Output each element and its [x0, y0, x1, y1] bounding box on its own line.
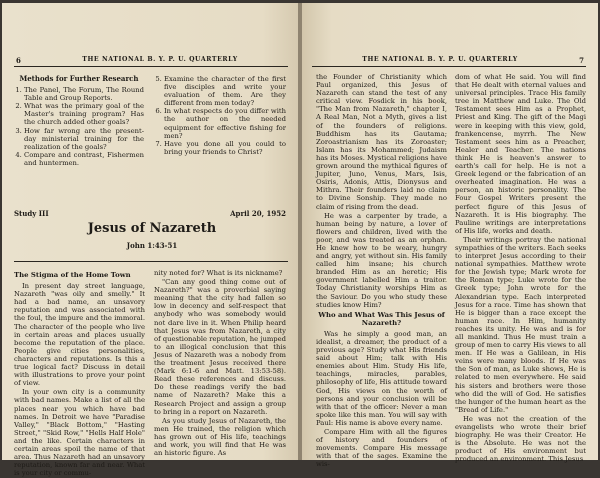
paragraph: Compare Him with all the figures of history and founders of movements. Compare His message with that of the sages. Examine the wis-	[316, 428, 447, 469]
section-rule	[14, 261, 288, 262]
scripture-reference: John 1:43-51	[126, 241, 178, 250]
paragraph: He was a carpenter by trade, a human being by nature, a lover of flowers and children, lived with the poor, and was treated as an orphan. He knew how to be weary, hungry and angry, yet without sin. His family called him insane; his church branded Him as an heretic; His government labelled Him a traitor. Today Christianity worships Him as the Saviour. Do you who study these studies know Him?	[316, 211, 447, 309]
paragraph: Was he simply a good man, an idealist, a dreamer, the product of a previous age? Study what His friends said about Him; talk with His enemies about Him. Study His life, teachings, miracles, parables, philosophy of life, His attitude toward God, His views on the worth of persons and your conclusion will be with that of the officer: Never a man spoke like this man. You will say with Paul: His name is above every name.	[316, 329, 447, 427]
methods-item: 1. The Panel, The Forum, The Round Table and Group Reports.	[24, 86, 144, 102]
paragraph: As you study Jesus of Nazareth, the men He trained, the religion which has grown out of His life, teachings and work, you will find that He was an historic figure. As	[154, 416, 286, 458]
paragraph: In present day street language, Nazareth "was oily and smelly." It had a bad name, an unsavory reputation and was associated with the foul, the impure and the immoral. The character of the people who live in certain areas and places usually become the reputation of the place. People give cities personalities, characters and reputations. Is this a true logical fact? Discuss in detail with illustrations to prove your point of view.	[14, 282, 145, 388]
left-column-2	[154, 269, 286, 458]
lesson-date: April 20, 1952	[230, 209, 286, 218]
right-page	[302, 3, 598, 469]
right-column-1	[316, 73, 447, 470]
who-what-heading: Who and What Was This Jesus of Nazareth?	[318, 310, 445, 327]
right-page-number: 7	[579, 56, 584, 65]
right-column-2	[455, 73, 586, 465]
methods-column	[14, 75, 144, 167]
book-spread	[2, 3, 598, 478]
methods-item: 3. How far wrong are the present-day ministerial training for the realization of the goals?	[24, 127, 144, 151]
methods-item: 4. Compare and contrast, Fishermen and huntermen.	[24, 151, 144, 167]
methods-item: 6. In what respects do you differ with the author on the needed equipment for effective fishing for men?	[164, 107, 286, 139]
lesson-title: Jesus of Nazareth	[87, 221, 217, 236]
right-running-title: THE NATIONAL B. Y. P. U. QUARTERLY	[362, 56, 518, 63]
stigma-column	[14, 269, 145, 478]
right-header-rule	[312, 66, 586, 67]
paragraph: nity noted for? What is its nickname?	[154, 269, 283, 277]
methods-item: 7. Have you done all you could to bring your friends to Christ?	[164, 140, 286, 156]
paragraph: dom of what He said. You will find that He dealt with eternal values and universal principles. Trace His family tree in Matthew and Luke. The Old Testament sees Him as a Prophet, Priest and King. The gift of the Magi were in keeping with this view, gold, frankencense, myrrh. The New Testament sees him as a Preacher, Healer and Teacher. The nations think He is heaven's answer to earth's call for help. He is not a Greek legend or the fabrication of an overheated imagination. He was a person, an historic personality. The Four Gospel Writers present the perfect figure of this Jesus of Nazareth. It is His biography. The Pauline writings are interpretations of His life, works and death.	[455, 73, 586, 235]
methods-column-2	[154, 75, 286, 156]
paragraph: He was not the creation of the evangelists who wrote their brief biography. He was their Creator. He is the Absolute. He was not the product of His environment but produced an environment. This Jesus	[455, 414, 586, 464]
methods-item: 5. Examine the character of the first five disciples and write your evaluation of them. Are they different from men today?	[164, 75, 286, 107]
right-header	[302, 56, 598, 66]
study-label: Study III	[14, 209, 49, 218]
methods-item: 2. What was the primary goal of the Master's training program? Has the church added other goals?	[24, 102, 144, 126]
left-page-number: 6	[16, 56, 21, 65]
left-header	[2, 56, 298, 66]
methods-heading: Methods for Further Research	[19, 74, 139, 83]
paragraph: "Can any good thing come out of Nazareth?" was a proverbial saying meaning that the city had fallen so low in decency and self-respect that anybody who was somebody would not dare live in it. When Philip heard that Jesus was from Nazareth, a city of questionable reputation, he jumped to an illogical conclusion that this Jesus of Nazareth was a nobody from the treatment Jesus received there (Mark 6:1-6 and Matt. 13:53-58). Read these references and discuss. Do these readings verify the bad name of Nazareth? Make this a Research Project and assign a group to bring in a report on Nazareth.	[154, 278, 286, 416]
stigma-heading: The Stigma of the Home Town	[14, 271, 131, 279]
left-page	[2, 3, 298, 478]
paragraph: Their writings portray the national sympathies of the writers. Each seeks to interpret Jesus according to their national sympathies. Matthew wrote for the Jewish type; Mark wrote for the Roman type; Luke wrote for the Greek type; John wrote for the Alexandrian type. Each interpreted Jesus for a race. Time has shown that He is bigger than a race except the human race. In Him, humanity reaches its unity. He was and is for all mankind. Thus He must train a group of men to carry His views to all men. If He was a Galilean, in His veins were many bloods. If He was the Son of man, as Luke shows, He is related to men everywhere. He said his sisters and brothers were those who did the will of God. He satisfies the hunger of the human heart as the "Bread of Life."	[455, 235, 586, 414]
left-running-title: THE NATIONAL B. Y. P. U. QUARTERLY	[82, 56, 238, 63]
left-header-rule	[14, 66, 288, 67]
paragraph: the Founder of Christianity which Paul organized, this Jesus of Nazareth can stand the test of any critical view. Fosdick in his book, "The Man from Nazareth," chapter I, A Real Man, Not a Myth, gives a list of the founders of religions. Buddhism has its Gautama; Zoroastrianism has its Zoroaster; Islam has its Mohammed; Judaism has its Moses. Mystical religions have grown around the mythical figures of Jupiter, Juno, Venus, Mars, Isis, Osiris, Adonis, Attis, Dionysus and Mithra. Their founders laid no claim to Divine Sonship. They made no claim of rising from the dead.	[316, 73, 447, 211]
paragraph: In your own city is a community with bad names. Make a list of all the places near you which have bad names. In Detroit we have "Paradise Valley," "Black Bottom," "Hasting Street," "Skid Row," "Hells Half Hole" and the like. Certain characters in certain areas spoil the name of that area. Thus Nazareth had an unsavory reputation, known far and near. What is your city or commu-	[14, 388, 145, 478]
